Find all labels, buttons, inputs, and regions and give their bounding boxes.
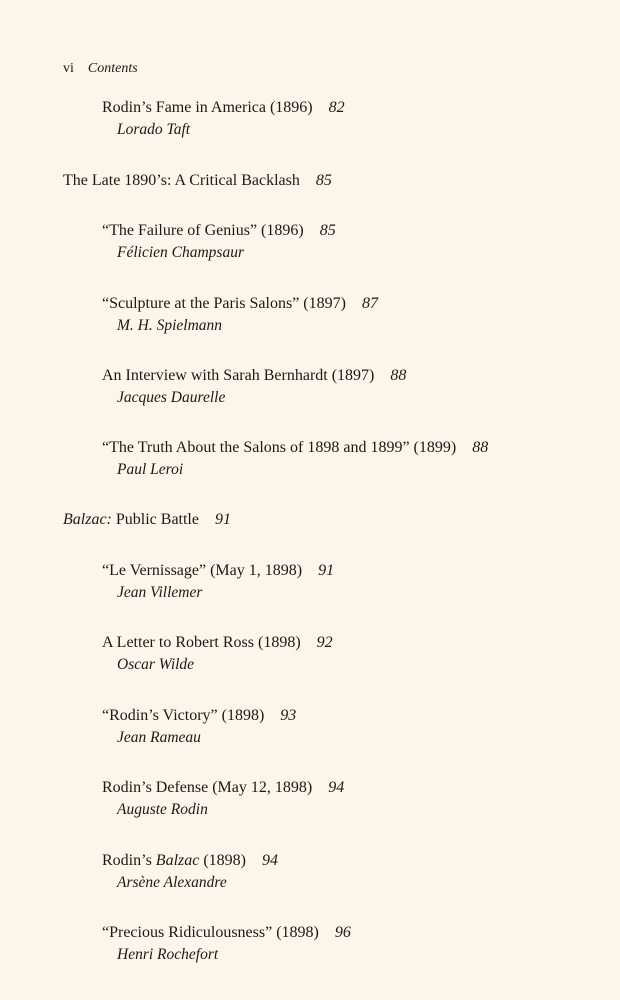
toc-entry-title: Rodin’s Balzac (1898) 94	[102, 852, 278, 869]
toc-entry-title: “Sculpture at the Paris Salons” (1897) 87	[102, 295, 378, 312]
toc-page-number: 96	[334, 924, 351, 941]
toc-entry-author: Arsène Alexandre	[117, 874, 227, 891]
running-head	[63, 61, 138, 77]
toc-page-number: 85	[315, 172, 332, 189]
toc-entry-author: Henri Rochefort	[117, 946, 219, 963]
toc-page-number: 93	[280, 707, 297, 724]
toc-entry-author: Jean Villemer	[117, 584, 203, 601]
toc-entry-author: Félicien Champsaur	[117, 244, 244, 261]
toc-entry-title: “The Failure of Genius” (1896) 85	[102, 222, 336, 239]
toc-page-number: 88	[472, 439, 489, 456]
toc-page-number: 88	[390, 367, 407, 384]
toc-page-number: 94	[262, 852, 278, 869]
toc-entry-title: “Le Vernissage” (May 1, 1898) 91	[102, 562, 335, 579]
toc-entry-author: Jacques Daurelle	[117, 389, 226, 406]
toc-section-heading: The Late 1890’s: A Critical Backlash 85	[63, 172, 332, 189]
toc-page-number: 85	[319, 222, 336, 239]
toc-page-number: 91	[318, 562, 335, 579]
toc-entry-title: “Precious Ridiculousness” (1898) 96	[102, 924, 351, 941]
toc-entry-title: A Letter to Robert Ross (1898) 92	[102, 634, 333, 651]
toc-entry-author: Paul Leroi	[117, 461, 184, 478]
running-head-title: Contents	[87, 61, 138, 76]
toc-entry-title: “Rodin’s Victory” (1898) 93	[102, 707, 297, 724]
toc-page-number: 94	[328, 779, 345, 796]
toc-entry-author: Auguste Rodin	[117, 801, 208, 818]
toc-entry-author: Oscar Wilde	[117, 656, 195, 673]
toc-entry-author: Lorado Taft	[117, 121, 191, 138]
toc-entry-title: Rodin’s Fame in America (1896) 82	[102, 99, 345, 116]
toc-entry-author: M. H. Spielmann	[117, 317, 223, 334]
toc-entry-title: Rodin’s Defense (May 12, 1898) 94	[102, 779, 345, 796]
toc-page-number: 91	[214, 511, 231, 528]
toc-entry-title: An Interview with Sarah Bernhardt (1897) 88	[102, 367, 407, 384]
toc-page-number: 82	[328, 99, 345, 116]
toc-section-heading: Balzac: Public Battle 91	[63, 511, 231, 528]
toc-entry-author: Jean Rameau	[117, 729, 201, 746]
toc-page-number: 87	[361, 295, 378, 312]
toc-entry-title: “The Truth About the Salons of 1898 and 1899” (1899) 88	[102, 439, 489, 456]
page-folio: vi	[63, 61, 74, 76]
toc-page-number: 92	[316, 634, 333, 651]
